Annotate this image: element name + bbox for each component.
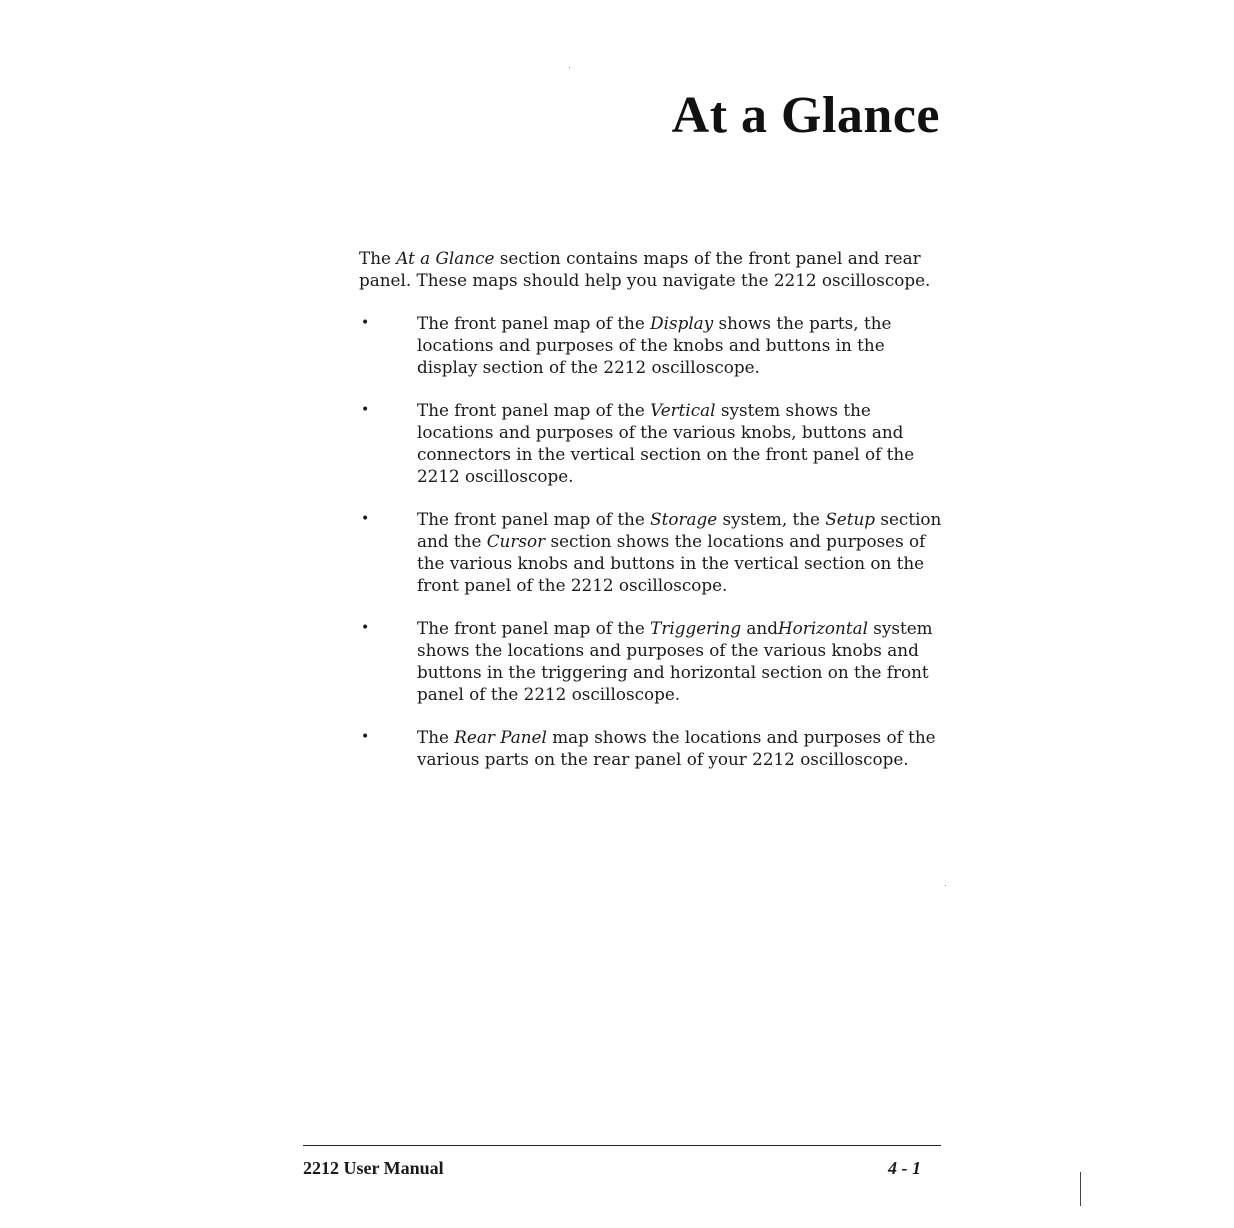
list-item-text (417, 508, 947, 596)
list-item-text (417, 726, 947, 770)
bullet-icon: • (361, 315, 370, 331)
intro-paragraph (359, 247, 959, 291)
bullet-list (359, 312, 959, 791)
emphasis-text: Vertical (650, 400, 716, 420)
text-run: system shows the locations and purposes of the various knobs and buttons in the triggering and horizontal section on the front panel of the 2212 oscilloscope. (417, 618, 933, 704)
text-run: system, the (717, 509, 826, 529)
page-title: At a Glance (671, 87, 940, 144)
footer-divider (303, 1145, 941, 1146)
text-run: system shows the locations and purposes of the various knobs, buttons and connectors in the vertical section on the front panel of the 2212 oscilloscope. (417, 400, 915, 486)
text-run: The front panel map of the (417, 618, 651, 638)
bullet-icon: • (361, 620, 370, 636)
text-run: map shows the locations and purposes of the various parts on the rear panel of your 2212 oscilloscope. (417, 727, 936, 769)
emphasis-text: Rear Panel (454, 727, 547, 747)
intro-text-after: section contains maps of the front panel and rear panel. These maps should help you navigate the 2212 oscilloscope. (359, 248, 931, 290)
bullet-icon: • (361, 402, 370, 418)
text-run: The front panel map of the (417, 313, 651, 333)
text-run: The front panel map of the (417, 509, 651, 529)
text-run: The (417, 727, 455, 747)
emphasis-text: Storage (650, 509, 718, 529)
list-item (359, 399, 959, 487)
text-run: section shows the locations and purposes of the various knobs and buttons in the vertical section on the front panel of the 2212 oscilloscope. (417, 531, 926, 595)
margin-mark (1080, 1172, 1081, 1206)
intro-text-before: The (359, 248, 397, 268)
emphasis-text: Display (650, 313, 714, 333)
emphasis-text: Horizontal (777, 618, 868, 638)
footer-manual-title: 2212 User Manual (303, 1158, 444, 1178)
text-run: The front panel map of the (417, 400, 651, 420)
text-run: section and the (417, 509, 942, 551)
list-item (359, 508, 959, 596)
bullet-icon: • (361, 511, 370, 527)
text-run: shows the parts, the locations and purposes of the knobs and buttons in the display section of the 2212 oscilloscope. (417, 313, 892, 377)
emphasis-text: Cursor (486, 531, 546, 551)
scan-speck (945, 885, 946, 886)
intro-emphasis: At a Glance (396, 248, 495, 268)
list-item-text (417, 399, 947, 487)
footer-page-number: 4 - 1 (888, 1158, 921, 1178)
bullet-icon: • (361, 729, 370, 745)
list-item (359, 617, 959, 705)
emphasis-text: Setup (825, 509, 876, 529)
list-item (359, 726, 959, 770)
emphasis-text: Triggering (650, 618, 742, 638)
text-run: and (741, 618, 778, 638)
list-item (359, 312, 959, 378)
list-item-text (417, 617, 947, 705)
list-item-text (417, 312, 947, 378)
scan-speck (569, 67, 570, 68)
